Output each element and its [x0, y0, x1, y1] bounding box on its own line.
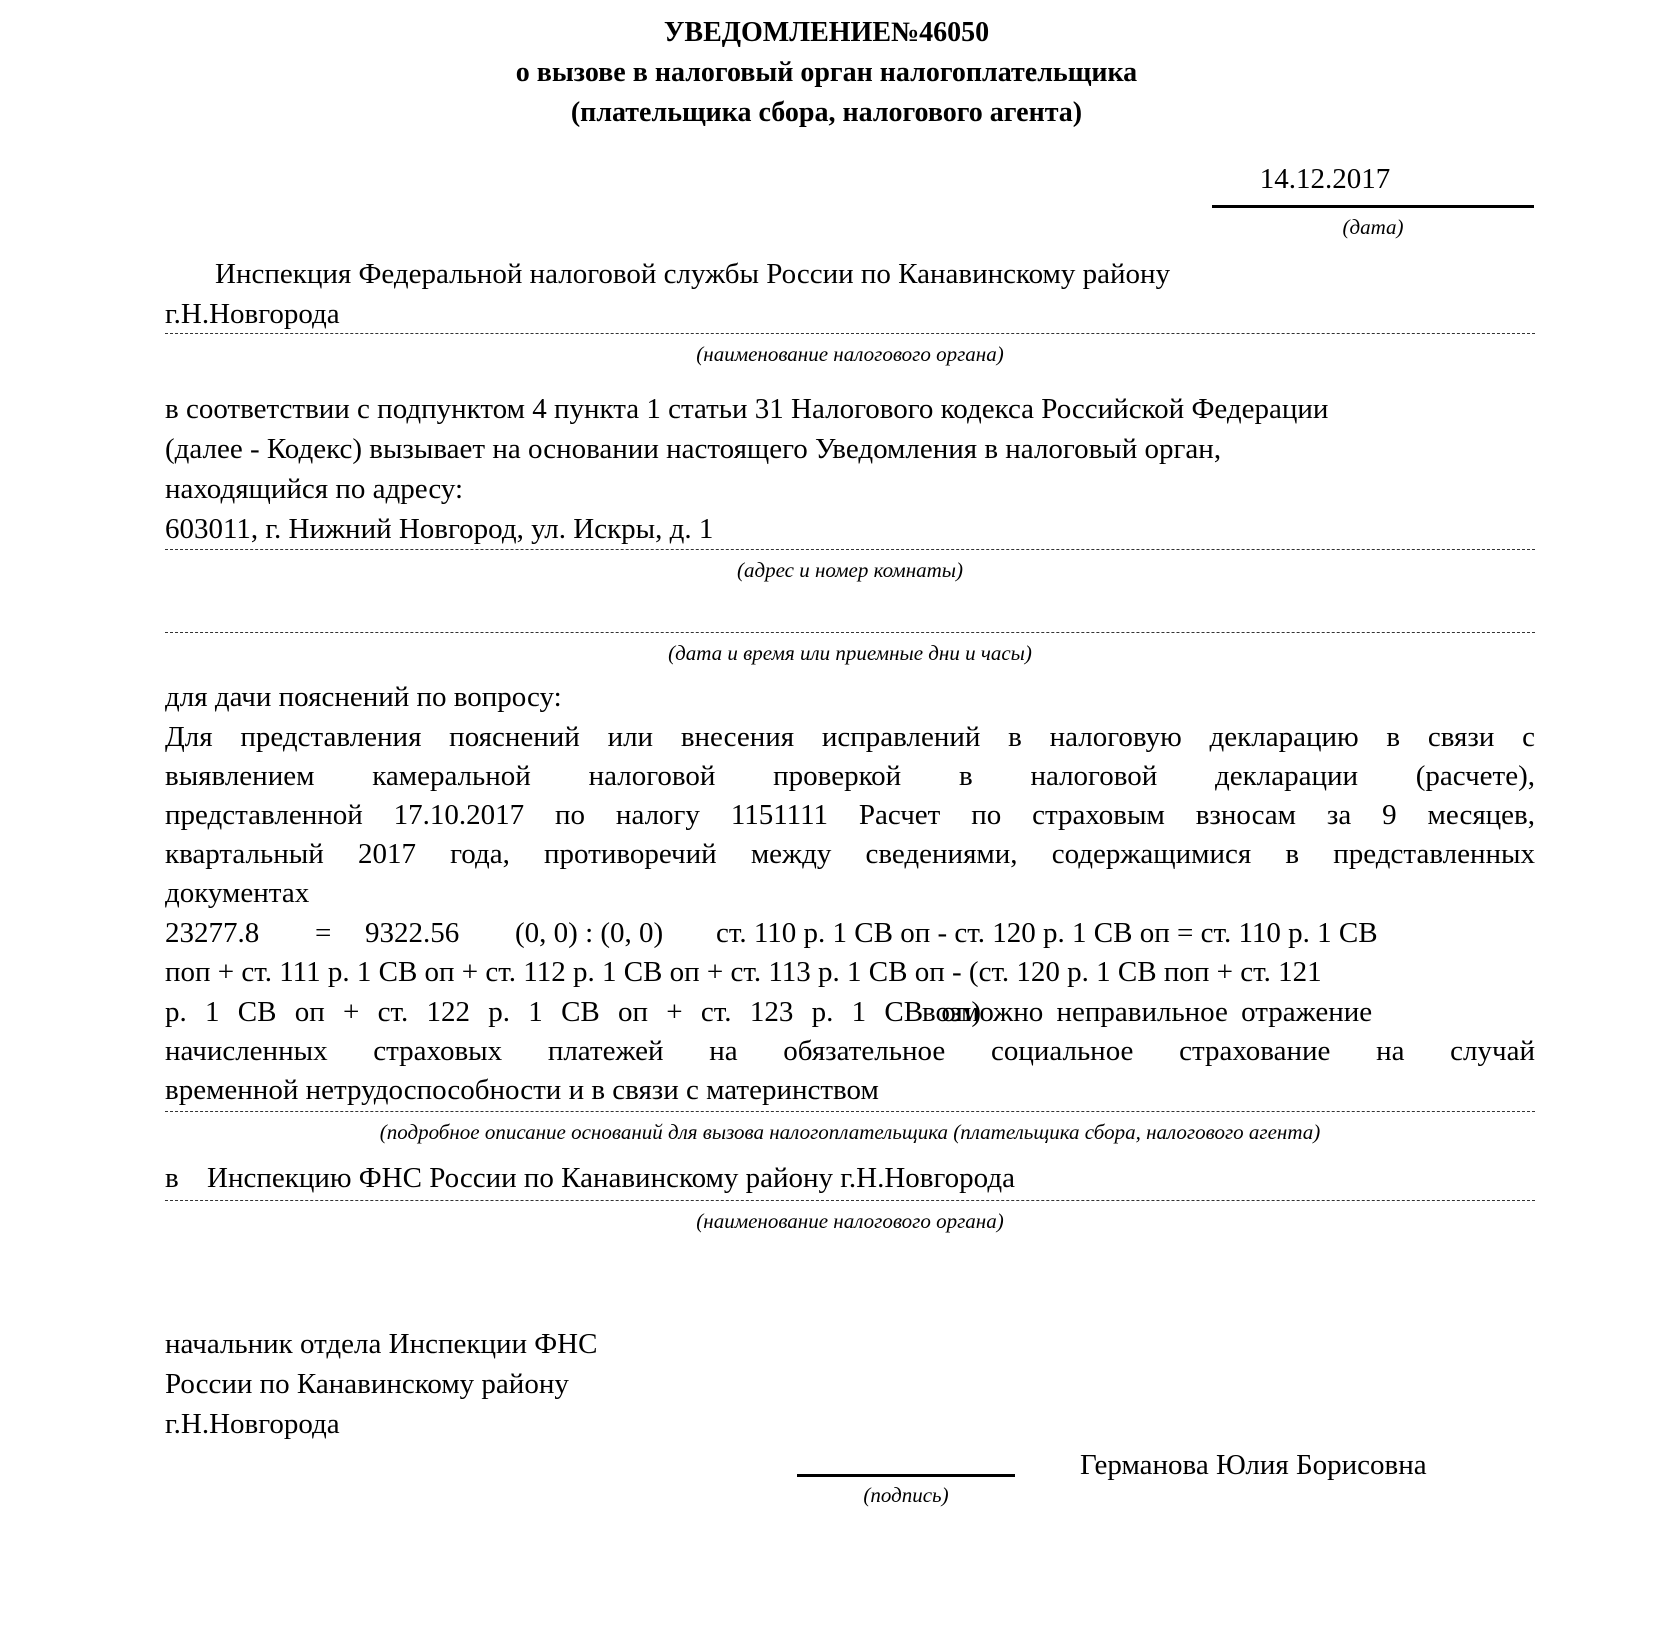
formula-value-2: 9322.56 [365, 917, 460, 949]
schedule-caption: (дата и время или приемные дни и часы) [668, 641, 1032, 665]
document-title: УВЕДОМЛЕНИЕ№46050 [663, 17, 990, 48]
question-line-2: выявлением камеральной налоговой проверкой в налоговой декларации (расчете), [165, 760, 1535, 792]
question-line-3: представленной 17.10.2017 по налогу 1151111 Расчет по страховым взносам за 9 месяцев, [165, 799, 1535, 831]
document-subtitle-1: о вызове в налоговый орган налогоплательщика [515, 57, 1138, 88]
date-caption: (дата) [1342, 215, 1404, 239]
intro-line-1: в соответствии с подпунктом 4 пункта 1 статьи 31 Налогового кодекса Российской Федерации [165, 393, 1329, 425]
address-value: 603011, г. Нижний Новгород, ул. Искры, д. 1 [165, 513, 714, 545]
formula-text-1: ст. 110 р. 1 СВ оп - ст. 120 р. 1 СВ оп = ст. 110 р. 1 СВ [716, 917, 1378, 949]
tax-authority-line-1: Инспекция Федеральной налоговой службы России по Канавинскому району [215, 258, 1171, 290]
formula-overlap-text: возможно неправильное отражение [922, 996, 1373, 1028]
question-caption: (подробное описание оснований для вызова налогоплательщика (плательщика сбора, налогового агента) [379, 1120, 1321, 1144]
question-after-line-2: временной нетрудоспособности и в связи с материнством [165, 1074, 879, 1106]
signer-position-line-2: России по Канавинскому району [165, 1368, 569, 1400]
formula-equals: = [315, 917, 332, 949]
tax-authority-caption: (наименование налогового органа) [696, 342, 1004, 366]
question-line-4: квартальный 2017 года, противоречий между сведениями, содержащимися в представленных [165, 838, 1535, 870]
question-after-line-1: начисленных страховых платежей на обязательное социальное страхование на случай [165, 1035, 1535, 1067]
date-underline [1212, 205, 1534, 208]
question-label: для дачи пояснений по вопросу: [165, 681, 562, 713]
intro-line-3: находящийся по адресу: [165, 473, 464, 505]
signature-caption: (подпись) [863, 1483, 949, 1507]
signature-line [797, 1474, 1015, 1477]
question-line-5: документах [165, 877, 310, 909]
document-subtitle-2: (плательщика сбора, налогового агента) [570, 97, 1083, 128]
date-value: 14.12.2017 [1259, 163, 1391, 195]
formula-line-2: поп + ст. 111 р. 1 СВ оп + ст. 112 р. 1 СВ оп + ст. 113 р. 1 СВ оп - (ст. 120 р. 1 СВ поп + ст. 121 [165, 956, 1322, 988]
signer-position-line-1: начальник отдела Инспекции ФНС [165, 1328, 598, 1360]
destination-value: Инспекцию ФНС России по Канавинскому району г.Н.Новгорода [207, 1162, 1015, 1194]
destination-caption: (наименование налогового органа) [696, 1209, 1004, 1233]
tax-authority-dashed-line [165, 333, 1535, 334]
signer-name: Германова Юлия Борисовна [1080, 1449, 1427, 1481]
signer-position-line-3: г.Н.Новгорода [165, 1408, 340, 1440]
address-dashed-line [165, 549, 1535, 550]
question-dashed-line [165, 1111, 1535, 1112]
formula-line-3: р. 1 СВ оп + ст. 122 р. 1 СВ оп + ст. 123 р. 1 СВ оп) [165, 996, 981, 1028]
destination-dashed-line [165, 1200, 1535, 1201]
tax-authority-line-2: г.Н.Новгорода [165, 298, 340, 330]
question-line-1: Для представления пояснений или внесения исправлений в налоговую декларацию в связи с [165, 721, 1535, 753]
address-caption: (адрес и номер комнаты) [737, 558, 963, 582]
destination-prefix: в [165, 1162, 179, 1194]
intro-line-2: (далее - Кодекс) вызывает на основании настоящего Уведомления в налоговый орган, [165, 433, 1222, 465]
formula-value-1: 23277.8 [165, 917, 260, 949]
formula-reference: (0, 0) : (0, 0) [515, 917, 664, 949]
schedule-dashed-line [165, 632, 1535, 633]
